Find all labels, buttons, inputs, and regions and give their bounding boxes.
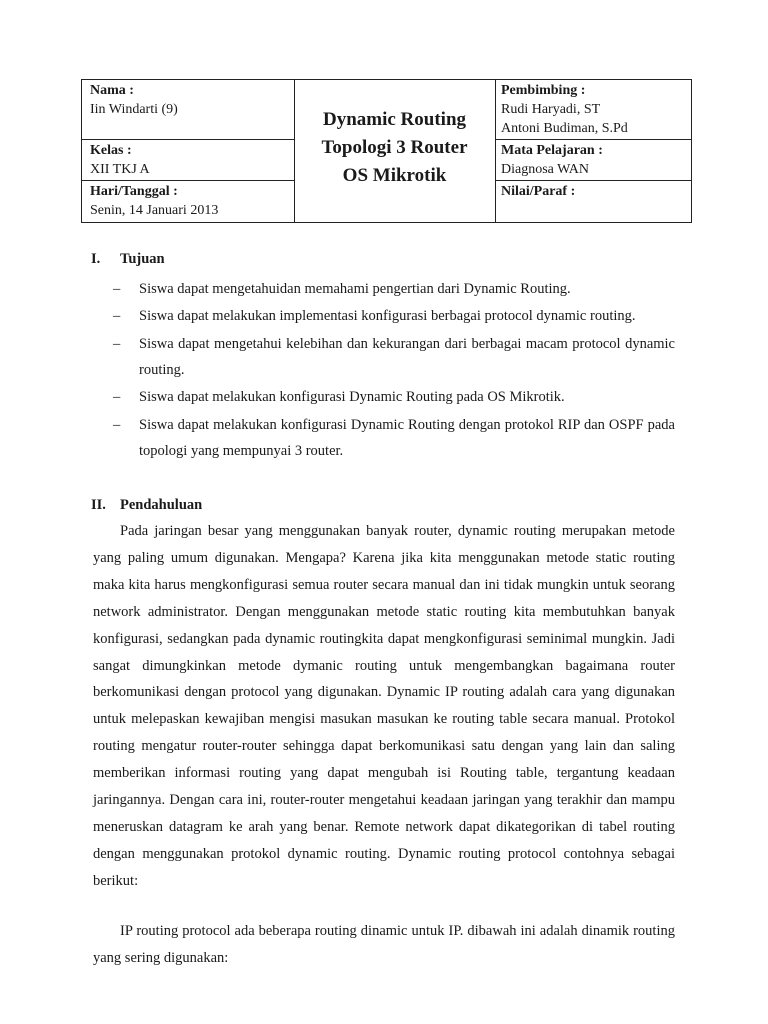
paragraph-pendahuluan-2: IP routing protocol ada beberapa routing dinamic untuk IP. dibawah ini adalah dinamik routing yang sering digunakan: (93, 923, 675, 966)
list-item-text: Siswa dapat melakukan konfigurasi Dynamic Routing dengan protokol RIP dan OSPF pada topologi yang mempunyai 3 router. (139, 417, 675, 459)
dash-bullet: – (113, 336, 121, 352)
list-item (113, 412, 675, 464)
section-number: II. (91, 497, 106, 513)
list-item (113, 331, 675, 383)
nama-label: Nama : (90, 83, 134, 98)
mapel-cell (501, 141, 603, 179)
nilai-cell (501, 182, 575, 201)
dash-bullet: – (113, 281, 121, 297)
pembimbing-value-2: Antoni Budiman, S.Pd (501, 121, 628, 136)
header-table (81, 79, 692, 223)
pembimbing-value-1: Rudi Haryadi, ST (501, 102, 601, 117)
dash-bullet: – (113, 417, 121, 433)
nama-cell (90, 81, 178, 119)
mapel-label: Mata Pelajaran : (501, 143, 603, 158)
kelas-label: Kelas : (90, 143, 132, 158)
list-item-text: Siswa dapat melakukan implementasi konfigurasi berbagai protocol dynamic routing. (139, 308, 636, 324)
paragraph-pendahuluan-1: Pada jaringan besar yang menggunakan banyak router, dynamic routing merupakan metode yang paling umum digunakan. Mengapa? Karena jika kita menggunakan metode static routing maka kita harus mengkonfigurasi semua router secara manual dan ini tidak mungkin untuk seorang network administrator. Dengan menggunakan metode static routing kita membutuhkan banyak konfigurasi, sedangkan pada dynamic routingkita dapat mengkonfigurasi seminimal mungkin. Jadi sangat dimungkinkan metode dymanic routing untuk mengembangkan bagaimana router berkomunikasi dengan protocol yang digunakan. Dynamic IP routing adalah cara yang digunakan untuk melepaskan kewajiban mengisi masukan masukan ke routing table secara manual. Protokol routing mengatur router-router sehingga dapat berkomunikasi satu dengan yang lain dan saling memberikan informasi routing yang dapat mengubah isi Routing table, tergantung keadaan jaringannya. Dengan cara ini, router-router mengetahui keadaan jaringan yang terakhir dan mampu meneruskan datagram ke arah yang benar. Remote network dapat dikategorikan di tabel routing dengan menggunakan protokol dynamic routing. Dynamic routing protocol contohnya sebagai berikut: (93, 523, 675, 889)
hari-label: Hari/Tanggal : (90, 184, 178, 199)
title-line-1: Dynamic Routing (322, 109, 467, 130)
section-number: I. (91, 251, 101, 267)
list-item-text: Siswa dapat melakukan konfigurasi Dynamic Routing pada OS Mikrotik. (139, 389, 565, 405)
page-title (294, 106, 495, 190)
kelas-cell (90, 141, 150, 179)
kelas-value: XII TKJ A (90, 162, 150, 177)
hari-cell (90, 182, 218, 220)
nama-value: Iin Windarti (9) (90, 102, 178, 117)
list-item (113, 384, 675, 410)
header-divider-right (495, 80, 496, 222)
header-rule-left-2 (82, 180, 294, 181)
pembimbing-label: Pembimbing : (501, 83, 586, 98)
section-heading-tujuan (91, 251, 165, 268)
header-rule-right-2 (495, 180, 691, 181)
header-rule-right-1 (495, 139, 691, 140)
list-item (113, 276, 675, 302)
hari-value: Senin, 14 Januari 2013 (90, 203, 219, 218)
header-rule-left-1 (82, 139, 294, 140)
list-item (113, 303, 675, 329)
dash-bullet: – (113, 308, 121, 324)
nilai-label: Nilai/Paraf : (501, 184, 576, 199)
section-title: Pendahuluan (120, 497, 203, 513)
list-item-text: Siswa dapat mengetahui kelebihan dan kekurangan dari berbagai macam protocol dynamic routing. (139, 336, 675, 378)
dash-bullet: – (113, 389, 121, 405)
section-heading-pendahuluan (91, 497, 202, 514)
section-title: Tujuan (120, 251, 165, 267)
title-line-2: Topologi 3 Router (321, 137, 468, 158)
title-line-3: OS Mikrotik (342, 165, 447, 186)
pembimbing-cell (501, 81, 628, 138)
mapel-value: Diagnosa WAN (501, 162, 590, 177)
list-item-text: Siswa dapat mengetahuidan memahami pengertian dari Dynamic Routing. (139, 281, 571, 297)
